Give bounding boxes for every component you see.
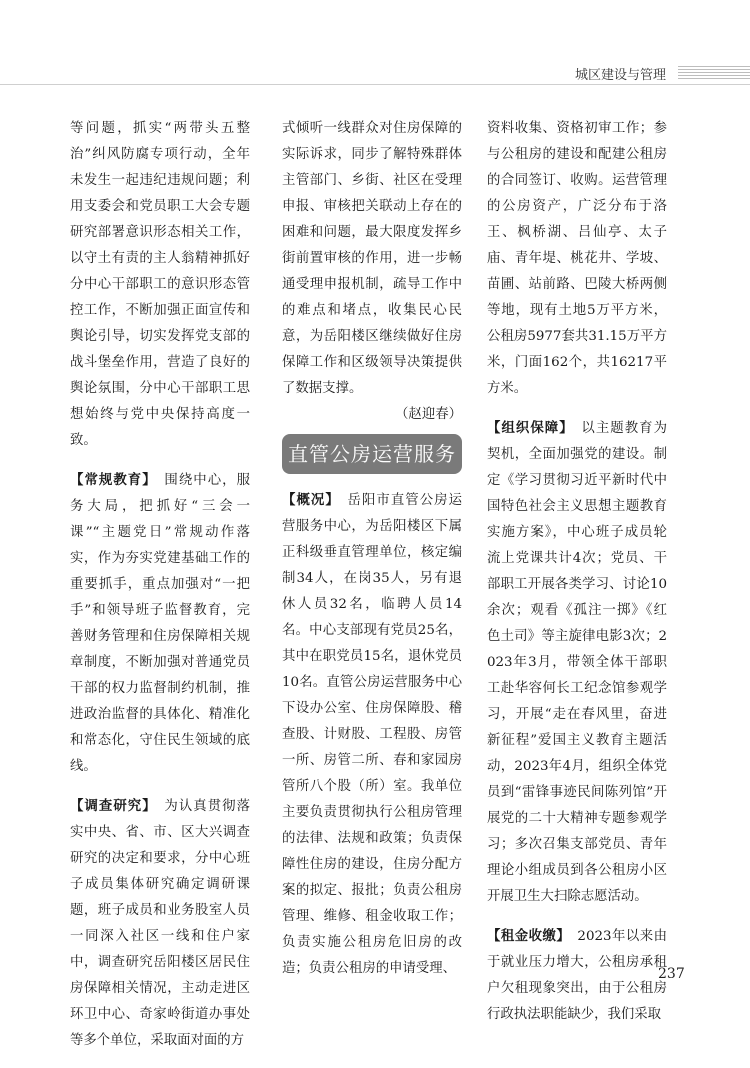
header-decoration — [678, 66, 750, 80]
section-organization — [487, 416, 667, 910]
author-credit: （赵迎春） — [395, 407, 462, 422]
paragraph: 式倾听一线群众对住房保障的实际诉求，同步了解特殊群体主管部门、乡街、社区在受理申报、审核把关联动上存在的困难和问题，最大限度发挥乡街前置审核的作用，进一步畅通受理申报机制，疏导工作中的难点和堵点，收集民心民意，为岳阳楼区继续做好住房保障工作和区级领导决策提供了数据支撑。 — [282, 121, 462, 396]
section-text: 以主题教育为契机，全面加强党的建设。制定《学习贯彻习近平新时代中国特色社会主义思想主题教育实施方案》，中心班子成员轮流上党课共计4次；党员、干部职工开展各类学习、讨论10余次；观看《孤注一掷》《红色土司》等主旋律电影3次；2023年3月，带领全体干部职工赴华容何长工纪念馆参观学习，开展“走在春风里，奋进新征程”爱国主义教育主题活动，2023年4月，组织全体党员到“雷锋事迹民间陈列馆”开展党的二十大精神专题参观学习；多次召集支部党员、青年理论小组成员到各公租房小区开展卫生大扫除志愿活动。 — [487, 421, 667, 904]
header-rule — [0, 84, 750, 85]
section-research — [70, 794, 250, 1054]
section-label: 【租金收缴】 — [487, 929, 564, 944]
section-text: 岳阳市直管公房运营服务中心，为岳阳楼区下属正科级垂直管理单位，核定编制34人，在岗35人，另有退休人员32名，临聘人员14名。中心支部现有党员25名，其中在职党员15名，退休党员10名。直管公房运营服务中心下设办公室、住房保障股、稽查股、计财股、工程股、房管一所、房管二所、春和家园房管所八个股（所）室。我单位主要负责贯彻执行公租房管理的法律、法规和政策；负责保障性住房的建设，住房分配方案的拟定、报批；负责公租房管理、维修、租金收取工作；负责实施公租房危旧房的改造；负责公租房的申请受理、 — [282, 493, 462, 976]
section-routine-education — [70, 468, 250, 780]
paragraph: 等问题，抓实“两带头五整治”纠风防腐专项行动，全年未发生一起违纪违规问题；利用支委会和党员职工大会专题研究部署意识形态相关工作，以守土有责的主人翁精神抓好分中心干部职工的意识形态管控工作，不断加强正面宣传和舆论引导，切实发挥党支部的战斗堡垒作用，营造了良好的舆论氛围，分中心干部职工思想始终与党中央保持高度一致。 — [70, 121, 250, 448]
header-section-title: 城区建设与管理 — [574, 68, 666, 83]
section-text: 为认真贯彻落实中央、省、市、区大兴调查研究的决定和要求，分中心班子成员集体研究确定调研课题，班子成员和业务股室人员一同深入社区一线和住户家中，调查研究岳阳楼区居民住房保障相关情况，主动走进区环卫中心、奇家岭街道办事处等多个单位，采取面对面的方 — [70, 799, 250, 1048]
section-text: 2023年以来由于就业压力增大，公租房承租户欠租现象突出，由于公租房行政执法职能缺少，我们采取 — [487, 929, 667, 1022]
column-1 — [70, 116, 250, 1068]
section-rent-collection — [487, 924, 667, 1028]
paragraph: 资料收集、资格初审工作；参与公租房的建设和配建公租房的合同签订、收购。运营管理的公房资产，广泛分布于洛王、枫桥湖、吕仙亭、太子庙、青年堤、桃花井、学坡、苗圃、站前路、巴陵大桥两侧等地，现有土地5万平方米，公租房5977套共31.15万平方米，门面162个，共16217平方米。 — [487, 121, 667, 396]
section-label: 【概况】 — [282, 493, 334, 508]
section-heading-banner: 直管公房运营服务 — [282, 434, 462, 474]
section-label: 【常规教育】 — [70, 473, 150, 488]
column-3 — [487, 116, 667, 1042]
section-text: 围绕中心，服务大局，把抓好“三会一课”“主题党日”常规动作落实，作为夯实党建基础工作的重要抓手，重点加强对“一把手”和领导班子监督教育，完善财务管理和住房保障相关规章制度，不断加强对普通党员干部的权力监督制约机制，推进政治监督的具体化、精准化和常态化，守住民生领域的底线。 — [70, 473, 250, 774]
section-overview — [282, 488, 462, 982]
section-label: 【组织保障】 — [487, 421, 567, 436]
column-2 — [282, 116, 462, 996]
section-label: 【调查研究】 — [70, 799, 150, 814]
page-number: 237 — [658, 966, 685, 982]
